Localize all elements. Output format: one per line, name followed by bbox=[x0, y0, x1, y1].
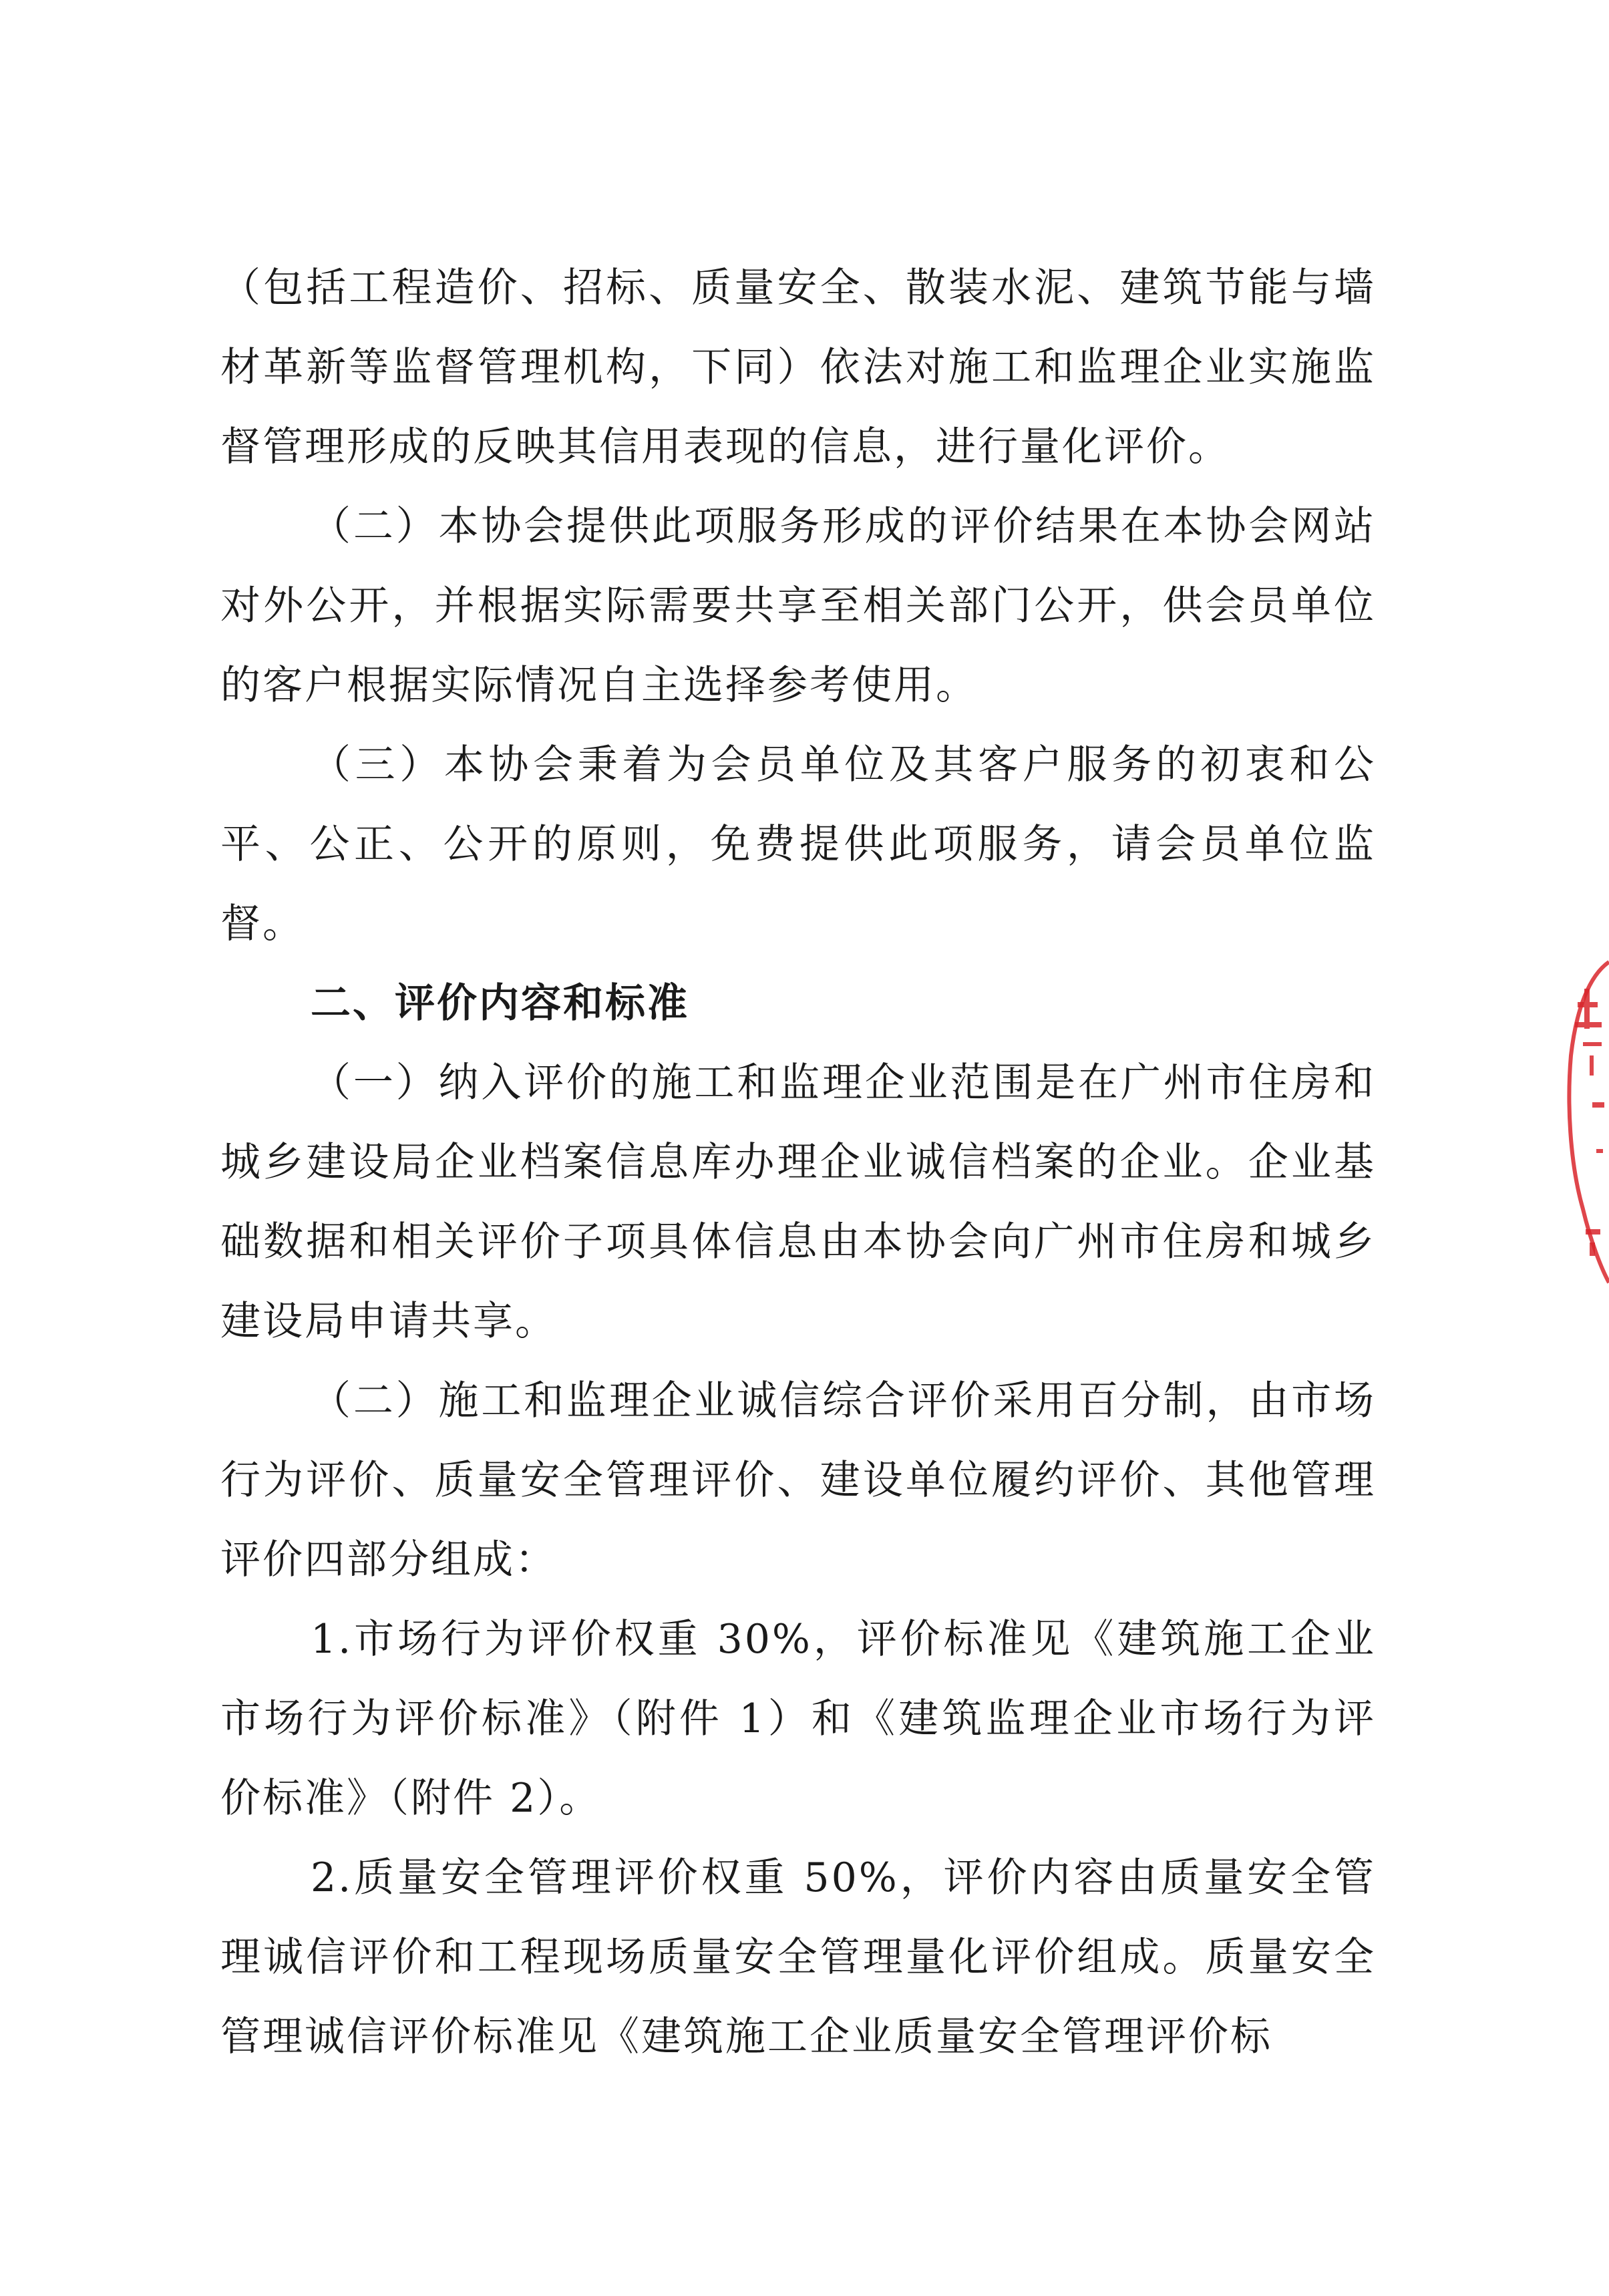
section-heading: 二、评价内容和标准 bbox=[311, 980, 689, 1027]
paragraph-scoring: （二）施工和监理企业诚信综合评价采用百分制，由市场行为评价、质量安全管理评价、建设单位履约评价、其他管理评价四部分组成： bbox=[220, 1377, 1376, 1583]
red-seal-fragment-icon bbox=[1563, 949, 1609, 1296]
paragraph-continuation: （包括工程造价、招标、质量安全、散装水泥、建筑节能与墙材革新等监督管理机构，下同）依法对施工和监理企业实施监督管理形成的反映其信用表现的信息，进行量化评价。 bbox=[220, 265, 1376, 470]
paragraph-quality-safety: 2.质量安全管理评价权重 50%，评价内容由质量安全管理诚信评价和工程现场质量安全管理量化评价组成。质量安全管理诚信评价标准见《建筑施工企业质量安全管理评价标 bbox=[220, 1854, 1376, 2060]
paragraph-market-behavior: 1.市场行为评价权重 30%，评价标准见《建筑施工企业市场行为评价标准》（附件 1）和《建筑监理企业市场行为评价标准》（附件 2）。 bbox=[220, 1616, 1376, 1822]
paragraph-item-2: （二）本协会提供此项服务形成的评价结果在本协会网站对外公开，并根据实际需要共享至相关部门公开，供会员单位的客户根据实际情况自主选择参考使用。 bbox=[220, 503, 1376, 709]
document-body bbox=[220, 249, 1376, 2077]
paragraph-scope: （一）纳入评价的施工和监理企业范围是在广州市住房和城乡建设局企业档案信息库办理企业诚信档案的企业。企业基础数据和相关评价子项具体信息由本协会向广州市住房和城乡建设局申请共享。 bbox=[220, 1059, 1376, 1345]
paragraph-item-3: （三）本协会秉着为会员单位及其客户服务的初衷和公平、公正、公开的原则，免费提供此项服务，请会员单位监督。 bbox=[220, 742, 1376, 947]
